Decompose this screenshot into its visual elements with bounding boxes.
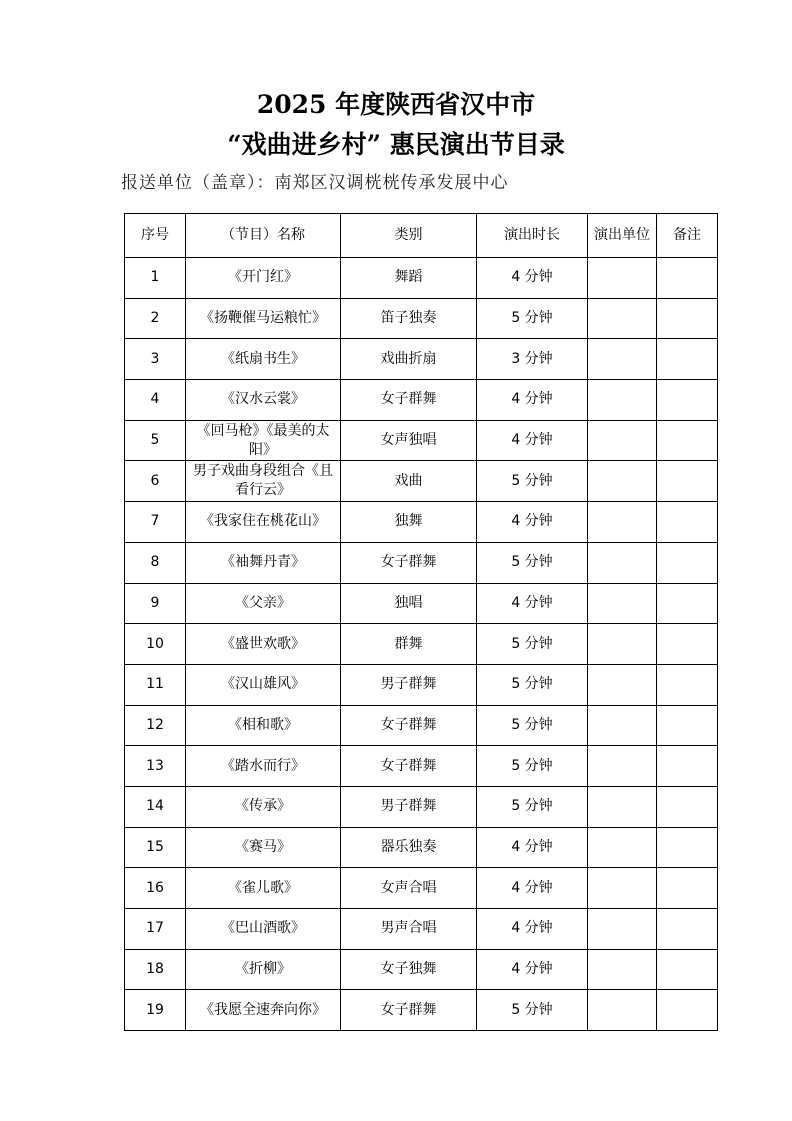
- cell-no: 18: [125, 949, 186, 990]
- cell-note: [657, 298, 718, 339]
- cell-unit: [588, 461, 657, 502]
- cell-no: 6: [125, 461, 186, 502]
- cell-unit: [588, 949, 657, 990]
- cell-unit: [588, 990, 657, 1031]
- cell-no: 19: [125, 990, 186, 1031]
- cell-no: 11: [125, 664, 186, 705]
- cell-note: [657, 542, 718, 583]
- cell-duration: 4 分钟: [477, 502, 588, 543]
- cell-unit: [588, 542, 657, 583]
- cell-name: 《汉水云裳》: [186, 380, 341, 421]
- cell-no: 15: [125, 827, 186, 868]
- cell-name: 《赛马》: [186, 827, 341, 868]
- table-row: [125, 949, 718, 990]
- cell-no: 3: [125, 339, 186, 380]
- cell-name: 《开门红》: [186, 258, 341, 299]
- header-no: 序号: [125, 214, 186, 258]
- cell-duration: 5 分钟: [477, 746, 588, 787]
- cell-note: [657, 786, 718, 827]
- cell-name: 《踏水而行》: [186, 746, 341, 787]
- table-row: [125, 542, 718, 583]
- cell-unit: [588, 583, 657, 624]
- cell-category: 男子群舞: [341, 664, 477, 705]
- cell-name: 男子戏曲身段组合《且看行云》: [186, 461, 341, 502]
- cell-duration: 4 分钟: [477, 583, 588, 624]
- cell-no: 8: [125, 542, 186, 583]
- cell-note: [657, 705, 718, 746]
- cell-no: 16: [125, 868, 186, 909]
- table-header-row: [125, 214, 718, 258]
- cell-unit: [588, 705, 657, 746]
- cell-unit: [588, 502, 657, 543]
- cell-unit: [588, 664, 657, 705]
- cell-name: 《盛世欢歌》: [186, 624, 341, 665]
- cell-note: [657, 949, 718, 990]
- cell-category: 独舞: [341, 502, 477, 543]
- cell-category: 男子群舞: [341, 786, 477, 827]
- table-row: [125, 664, 718, 705]
- table-row: [125, 339, 718, 380]
- cell-duration: 4 分钟: [477, 827, 588, 868]
- table-row: [125, 583, 718, 624]
- cell-note: [657, 624, 718, 665]
- cell-no: 5: [125, 420, 186, 461]
- cell-name: 《相和歌》: [186, 705, 341, 746]
- cell-note: [657, 461, 718, 502]
- table-row: [125, 420, 718, 461]
- cell-note: [657, 868, 718, 909]
- header-category: 类别: [341, 214, 477, 258]
- cell-no: 9: [125, 583, 186, 624]
- cell-category: 女子群舞: [341, 746, 477, 787]
- table-row: [125, 502, 718, 543]
- table-row: [125, 258, 718, 299]
- cell-category: 女子群舞: [341, 380, 477, 421]
- header-note: 备注: [657, 214, 718, 258]
- cell-name: 《汉山雄风》: [186, 664, 341, 705]
- cell-category: 女声独唱: [341, 420, 477, 461]
- cell-name: 《纸扇书生》: [186, 339, 341, 380]
- cell-name: 《我愿全速奔向你》: [186, 990, 341, 1031]
- cell-category: 器乐独奏: [341, 827, 477, 868]
- cell-note: [657, 664, 718, 705]
- cell-duration: 5 分钟: [477, 990, 588, 1031]
- cell-note: [657, 502, 718, 543]
- table-row: [125, 380, 718, 421]
- cell-duration: 4 分钟: [477, 909, 588, 950]
- cell-duration: 5 分钟: [477, 664, 588, 705]
- table-row: [125, 461, 718, 502]
- cell-category: 女子群舞: [341, 705, 477, 746]
- cell-no: 14: [125, 786, 186, 827]
- cell-name: 《父亲》: [186, 583, 341, 624]
- cell-no: 7: [125, 502, 186, 543]
- table-row: [125, 624, 718, 665]
- cell-category: 群舞: [341, 624, 477, 665]
- cell-category: 女子群舞: [341, 990, 477, 1031]
- cell-duration: 5 分钟: [477, 786, 588, 827]
- cell-note: [657, 746, 718, 787]
- document-title-line-1: 2025 年度陕西省汉中市: [256, 90, 536, 119]
- cell-unit: [588, 258, 657, 299]
- document-title-line-2: “戏曲进乡村” 惠民演出节目录: [227, 130, 565, 159]
- submitting-unit: 报送单位（盖章）：南郑区汉调桄桄传承发展中心: [121, 173, 509, 193]
- cell-duration: 4 分钟: [477, 949, 588, 990]
- table-row: [125, 827, 718, 868]
- cell-note: [657, 380, 718, 421]
- cell-note: [657, 583, 718, 624]
- cell-category: 女子群舞: [341, 542, 477, 583]
- cell-note: [657, 420, 718, 461]
- cell-note: [657, 909, 718, 950]
- cell-name: 《折柳》: [186, 949, 341, 990]
- cell-unit: [588, 827, 657, 868]
- table-row: [125, 909, 718, 950]
- cell-duration: 5 分钟: [477, 298, 588, 339]
- cell-unit: [588, 868, 657, 909]
- cell-no: 10: [125, 624, 186, 665]
- cell-note: [657, 827, 718, 868]
- table-row: [125, 705, 718, 746]
- cell-category: 戏曲: [341, 461, 477, 502]
- cell-category: 女声合唱: [341, 868, 477, 909]
- table-row: [125, 298, 718, 339]
- cell-name: 《传承》: [186, 786, 341, 827]
- cell-no: 4: [125, 380, 186, 421]
- cell-duration: 5 分钟: [477, 624, 588, 665]
- cell-unit: [588, 298, 657, 339]
- cell-unit: [588, 786, 657, 827]
- cell-duration: 4 分钟: [477, 380, 588, 421]
- cell-no: 13: [125, 746, 186, 787]
- program-table: [124, 213, 718, 1031]
- cell-duration: 4 分钟: [477, 868, 588, 909]
- cell-duration: 5 分钟: [477, 542, 588, 583]
- cell-name: 《袖舞丹青》: [186, 542, 341, 583]
- table-row: [125, 990, 718, 1031]
- cell-unit: [588, 909, 657, 950]
- table-row: [125, 786, 718, 827]
- cell-unit: [588, 746, 657, 787]
- cell-unit: [588, 339, 657, 380]
- cell-no: 12: [125, 705, 186, 746]
- header-name: （节目）名称: [186, 214, 341, 258]
- cell-duration: 5 分钟: [477, 461, 588, 502]
- header-unit: 演出单位: [588, 214, 657, 258]
- cell-no: 1: [125, 258, 186, 299]
- cell-category: 男声合唱: [341, 909, 477, 950]
- cell-name: 《我家住在桃花山》: [186, 502, 341, 543]
- header-duration: 演出时长: [477, 214, 588, 258]
- cell-duration: 4 分钟: [477, 420, 588, 461]
- cell-note: [657, 990, 718, 1031]
- cell-unit: [588, 420, 657, 461]
- cell-unit: [588, 624, 657, 665]
- cell-category: 舞蹈: [341, 258, 477, 299]
- cell-unit: [588, 380, 657, 421]
- cell-note: [657, 339, 718, 380]
- cell-duration: 3 分钟: [477, 339, 588, 380]
- cell-category: 女子独舞: [341, 949, 477, 990]
- table-row: [125, 746, 718, 787]
- table-row: [125, 868, 718, 909]
- cell-name: 《巴山酒歌》: [186, 909, 341, 950]
- cell-name: 《回马枪》《最美的太阳》: [186, 420, 341, 461]
- cell-no: 17: [125, 909, 186, 950]
- cell-no: 2: [125, 298, 186, 339]
- cell-duration: 4 分钟: [477, 258, 588, 299]
- cell-category: 笛子独奏: [341, 298, 477, 339]
- cell-duration: 5 分钟: [477, 705, 588, 746]
- cell-category: 独唱: [341, 583, 477, 624]
- cell-category: 戏曲折扇: [341, 339, 477, 380]
- cell-note: [657, 258, 718, 299]
- cell-name: 《雀儿歌》: [186, 868, 341, 909]
- cell-name: 《扬鞭催马运粮忙》: [186, 298, 341, 339]
